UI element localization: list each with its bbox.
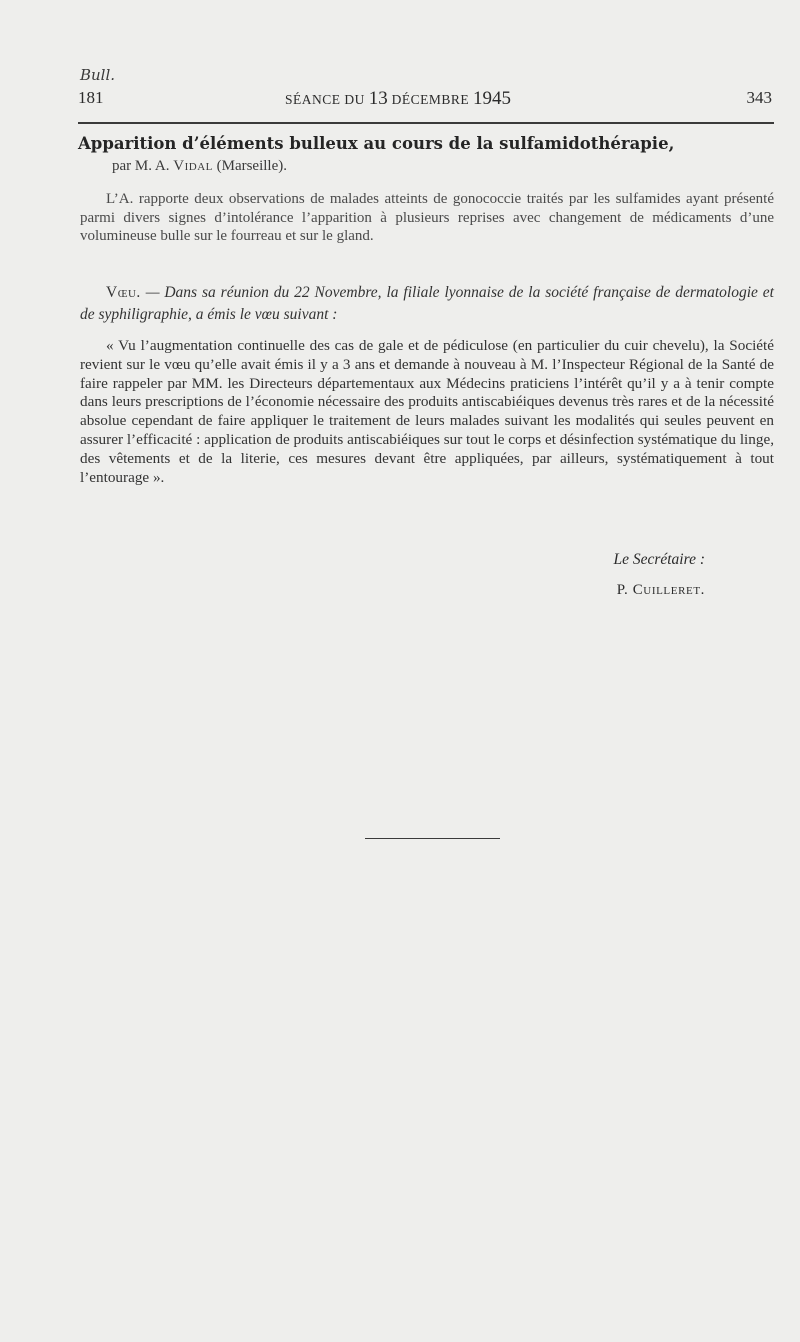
article-byline <box>112 158 287 175</box>
voeu-label: Vœu. <box>106 284 141 301</box>
article-title: Apparition d’éléments bulleux au cours de la sulfamidothérapie, <box>78 134 675 153</box>
signature-surname: Cuilleret. <box>632 582 705 598</box>
signature-name <box>617 582 705 599</box>
voeu-intro: — Dans sa réunion du 22 Novembre, la filiale lyonnaise de la société française de dermatologie et de syphiligraphie, a émis le vœu suivant : <box>80 284 774 323</box>
session-year: 1945 <box>473 88 512 109</box>
page-number: 343 <box>746 88 772 107</box>
observation-paragraph: L’A. rapporte deux observations de malades atteints de gonococcie traités par les sulfamides ayant présenté parmi divers signes d’intolérance l’apparition à plusieurs reprises avec changement de médicaments d’une volumineuse bulle sur le fourreau et sur le gland. <box>80 191 774 245</box>
session-month: DÉCEMBRE <box>387 92 474 107</box>
author-name: Vidal <box>173 158 213 174</box>
header-rule <box>78 122 774 124</box>
signature-role: Le Secrétaire : <box>613 551 705 568</box>
session-day: 13 <box>368 88 388 109</box>
signature-initial: P. <box>616 582 633 598</box>
voeu-quote-paragraph: « Vu l’augmentation continuelle des cas de gale et de pédiculose (en particulier du cuir chevelu), la Société revient sur le vœu qu’elle avait émis il y a 3 ans et demande à nouveau à M. l’Inspecteur Régional de la Santé de faire rappeler par MM. les Directeurs départementaux aux Médecins praticiens l’intérêt qu’il y a à tenir compte dans leurs prescriptions de l’économie nécessaire des produits antiscabiéiques devenus très rares et de la nécessité absolue cependant de faire appliquer le traitement de leurs malades suivant les modalités qui seules peuvent en assurer l’efficacité : application de produits antiscabiéiques sur tout le corps et désinfection systématique du linge, des vêtements et de la literie, ces mesures devant être appliquées, par ailleurs, systématiquement à tout l’entourage ». <box>80 337 774 486</box>
end-rule <box>365 838 500 839</box>
session-title <box>285 88 511 110</box>
journal-abbreviation: Bull. <box>80 66 116 84</box>
author-place: (Marseille). <box>212 158 287 174</box>
running-header <box>78 86 772 110</box>
volume-number: 181 <box>78 88 104 107</box>
session-prefix: SÉANCE DU <box>285 92 369 107</box>
voeu-paragraph <box>80 282 774 326</box>
byline-prefix: par M. A. <box>112 158 174 174</box>
